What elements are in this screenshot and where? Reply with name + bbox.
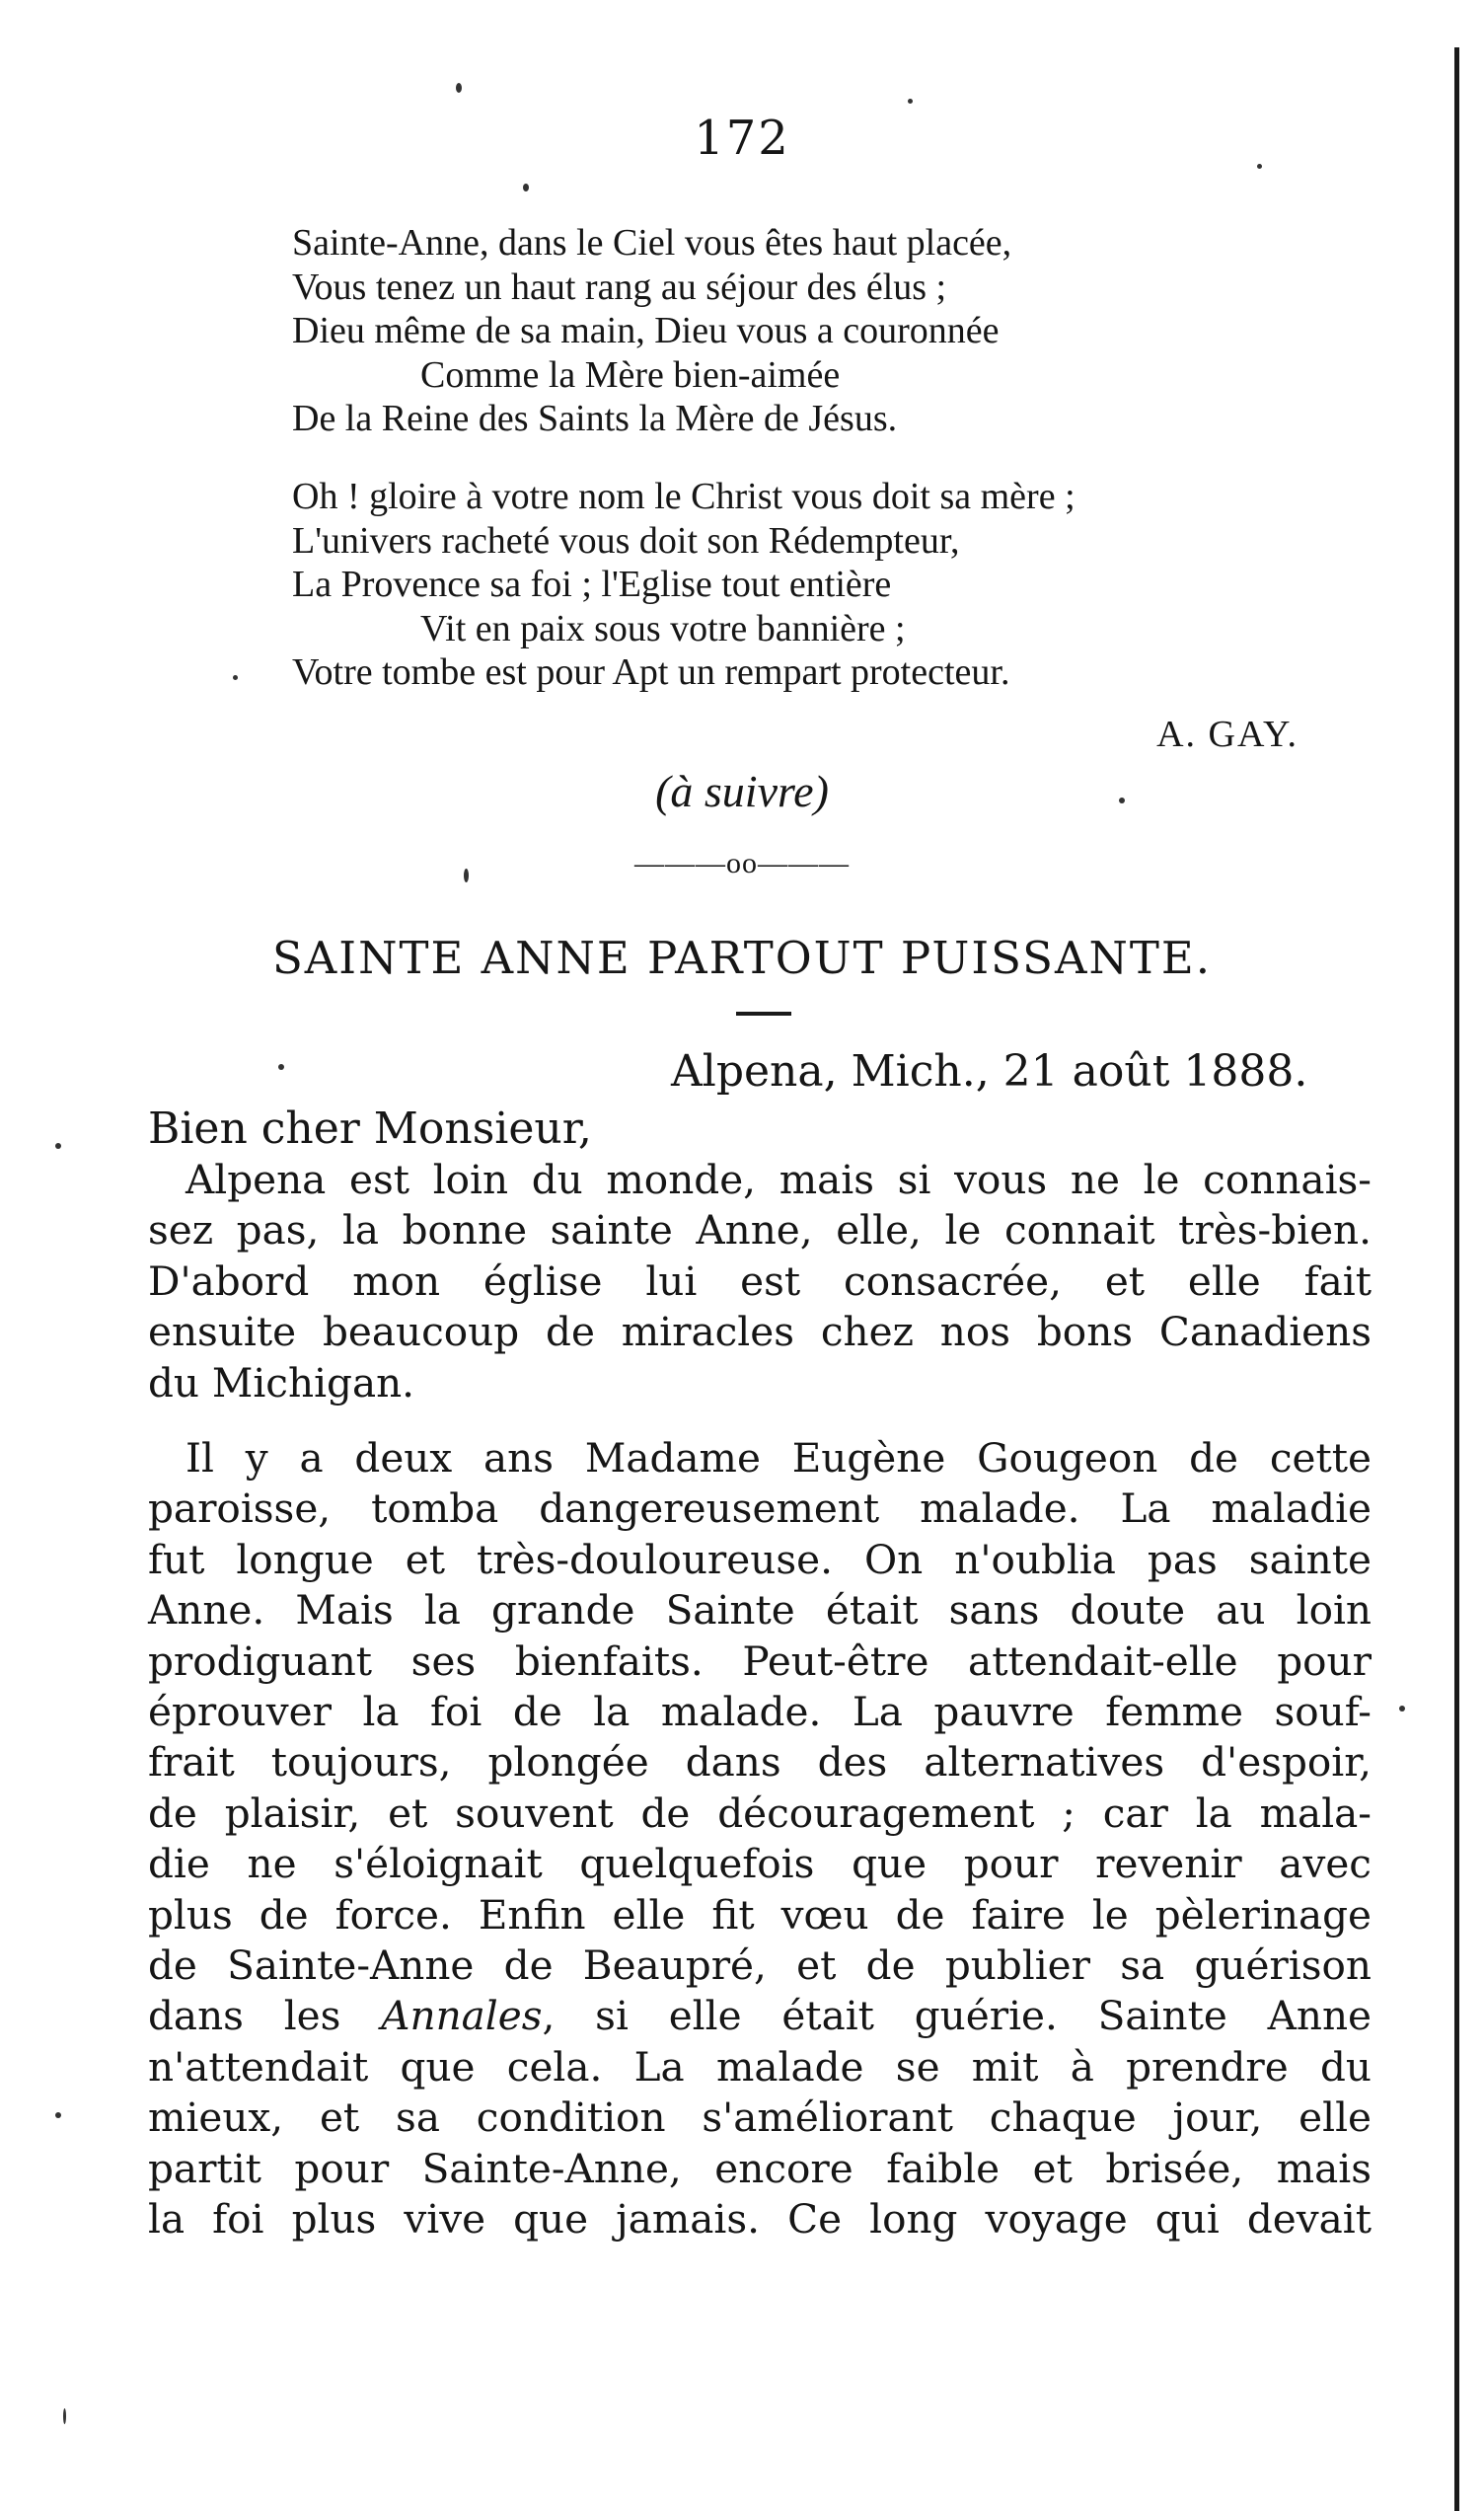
text-line: de plaisir, et souvent de découragement ; car la mala- [148,1788,1372,1837]
text-line: D'abord mon église lui est consacrée, et elle fait [148,1256,1372,1305]
scan-speck [55,2112,61,2118]
poem-line: Dieu même de sa main, Dieu vous a couronnée [292,310,1000,351]
poem-line: Oh ! gloire à votre nom le Christ vous doit sa mère ; [292,476,1076,517]
to-be-continued: (à suivre) [655,766,829,816]
poem-line: Comme la Mère bien-aimée [420,353,841,396]
scan-speck [523,184,529,191]
poem-stanza-2 [292,475,1358,695]
scan-speck [1257,164,1262,169]
title-rule [736,1012,791,1016]
text-line: éprouver la foi de la malade. La pauvre femme souf- [148,1688,1372,1736]
text-line: ensuite beaucoup de miracles chez nos bons Canadiens [148,1308,1372,1356]
section-divider: ———oo——— [634,847,850,879]
poem-line: Sainte-Anne, dans le Ciel vous êtes haut placée, [292,222,1012,264]
poem-line: L'univers racheté vous doit son Rédempteur, [292,519,960,562]
text-line: Anne. Mais la grande Sainte était sans doute au loin [148,1586,1372,1635]
poem-stanza-1 [292,221,1358,441]
text-line: plus de force. Enfin elle fit vœu de faire le pèlerinage [148,1890,1372,1939]
text-line: partit pour Sainte-Anne, encore faible et brisée, mais [148,2144,1372,2192]
text-line: n'attendait que cela. La malade se mit à prendre du [148,2042,1372,2091]
letter-paragraph-1 [148,1155,1372,1408]
scan-speck [1399,1706,1405,1712]
letter-salutation: Bien cher Monsieur, [148,1103,592,1154]
scan-speck [1119,798,1125,803]
poem-signature: A. GAY. [1156,714,1298,755]
text-line: die ne s'éloignait quelquefois que pour revenir avec [148,1840,1372,1888]
text-line: la foi plus vive que jamais. Ce long voyage qui devait [148,2195,1372,2244]
italic-title: Annales [381,1992,543,2040]
scan-speck [464,869,469,882]
text-line: Alpena est loin du monde, mais si vous ne le connais- [186,1156,1372,1203]
text-line: dans les Annales, si elle était guérie. Sainte Anne [148,1992,1372,2040]
text-line: prodiguant ses bienfaits. Peut-être attendait-elle pour [148,1636,1372,1685]
text-line: sez pas, la bonne sainte Anne, elle, le connait très-bien. [148,1206,1372,1255]
page-number: 172 [694,111,790,166]
text-line: fut longue et très-douloureuse. On n'oublia pas sainte [148,1535,1372,1583]
poem-line: Vous tenez un haut rang au séjour des élus ; [292,266,947,308]
scan-speck [55,1143,61,1149]
scan-speck [456,83,462,93]
scan-speck [63,2408,66,2424]
scan-speck [908,99,913,104]
poem-line: La Provence sa foi ; l'Eglise tout entière [292,564,892,605]
scan-speck [278,1064,284,1070]
letter-paragraph-2 [148,1433,1372,2245]
section-title: SAINTE ANNE PARTOUT PUISSANTE. [271,932,1213,984]
poem-line: De la Reine des Saints la Mère de Jésus. [292,398,898,439]
letter-date-line: Alpena, Mich., 21 août 1888. [671,1046,1308,1097]
poem-line: Vit en paix sous votre bannière ; [420,607,906,649]
text-line: Il y a deux ans Madame Eugène Gougeon de cette [186,1434,1372,1482]
poem-line: Votre tombe est pour Apt un rempart protecteur. [292,651,1010,693]
text-line: paroisse, tomba dangereusement malade. La maladie [148,1484,1372,1533]
page-edge-rule [1454,47,1459,2511]
text-line: de Sainte-Anne de Beaupré, et de publier sa guérison [148,1941,1372,1990]
scan-speck [233,675,238,680]
text-line: mieux, et sa condition s'améliorant chaque jour, elle [148,2093,1372,2142]
text-line: du Michigan. [148,1358,415,1407]
text-line: frait toujours, plongée dans des alternatives d'espoir, [148,1738,1372,1787]
